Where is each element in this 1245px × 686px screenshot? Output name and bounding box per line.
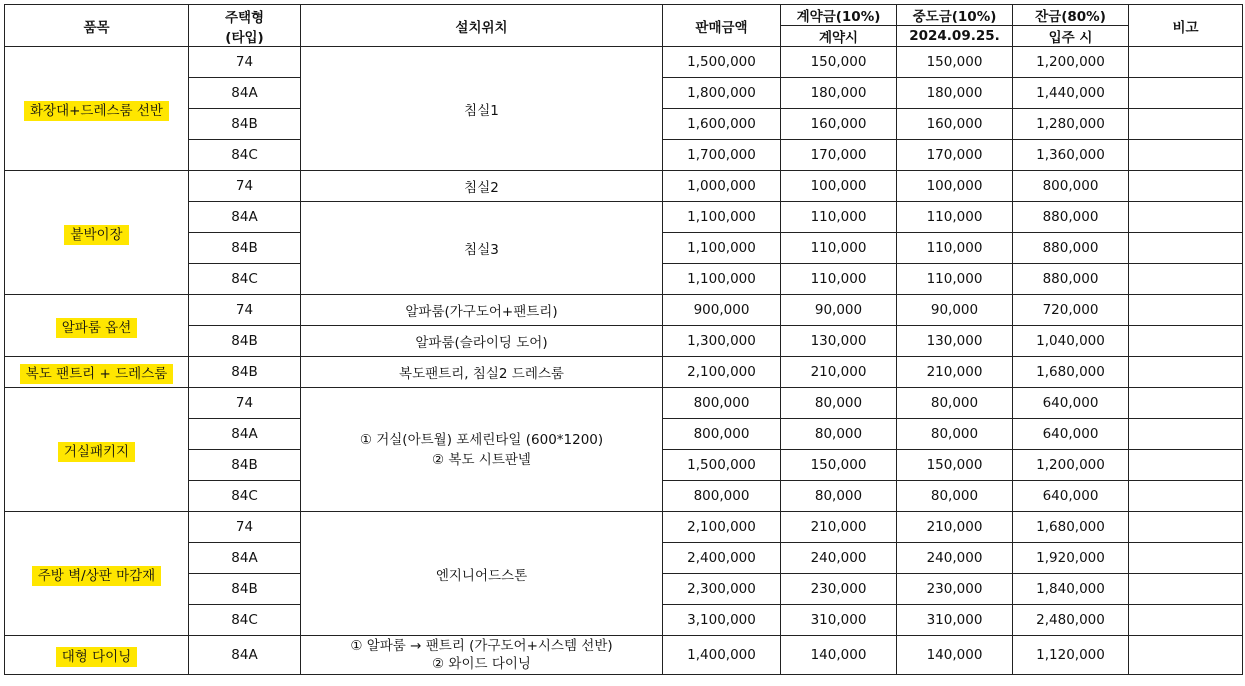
note-cell (1129, 295, 1243, 326)
item-name: 거실패키지 (58, 442, 135, 462)
location-cell: 침실3 (301, 202, 663, 295)
price-cell: 800,000 (663, 419, 781, 450)
table-row (5, 357, 1243, 388)
item-name-cell (5, 171, 189, 295)
balance-cell: 880,000 (1013, 202, 1129, 233)
balance-cell: 800,000 (1013, 171, 1129, 202)
location-cell (301, 388, 663, 512)
price-cell: 3,100,000 (663, 605, 781, 636)
location-line-1: ① 알파룸 → 팬트리 (가구도어+시스템 선반) (350, 638, 613, 654)
price-cell: 1,300,000 (663, 326, 781, 357)
balance-cell: 1,120,000 (1013, 636, 1129, 675)
note-cell (1129, 109, 1243, 140)
middle-cell: 140,000 (897, 636, 1013, 675)
middle-cell: 210,000 (897, 357, 1013, 388)
header-item: 품목 (5, 5, 189, 47)
price-cell: 800,000 (663, 481, 781, 512)
item-name: 대형 다이닝 (56, 647, 138, 667)
note-cell (1129, 481, 1243, 512)
price-cell: 1,800,000 (663, 78, 781, 109)
option-price-table (4, 4, 1243, 675)
deposit-cell: 230,000 (781, 574, 897, 605)
note-cell (1129, 78, 1243, 109)
item-name: 붙박이장 (64, 225, 128, 245)
price-cell: 2,100,000 (663, 512, 781, 543)
header-deposit: 계약금(10%) (781, 5, 897, 26)
price-cell: 1,100,000 (663, 264, 781, 295)
price-cell: 1,700,000 (663, 140, 781, 171)
balance-cell: 1,360,000 (1013, 140, 1129, 171)
type-cell: 84A (189, 543, 301, 574)
table-row (5, 636, 1243, 675)
location-cell (301, 636, 663, 675)
price-cell: 1,100,000 (663, 233, 781, 264)
deposit-cell: 310,000 (781, 605, 897, 636)
item-name-cell (5, 636, 189, 675)
deposit-cell: 90,000 (781, 295, 897, 326)
middle-cell: 180,000 (897, 78, 1013, 109)
location-line-2: ② 복도 시트판넬 (432, 451, 531, 468)
price-cell: 1,600,000 (663, 109, 781, 140)
header-type (189, 5, 301, 47)
location-cell: 알파룸(슬라이딩 도어) (301, 326, 663, 357)
middle-cell: 80,000 (897, 481, 1013, 512)
note-cell (1129, 605, 1243, 636)
table-row (5, 512, 1243, 543)
balance-cell: 2,480,000 (1013, 605, 1129, 636)
price-cell: 2,300,000 (663, 574, 781, 605)
middle-cell: 110,000 (897, 264, 1013, 295)
middle-cell: 130,000 (897, 326, 1013, 357)
location-line-1: ① 거실(아트월) 포세린타일 (600*1200) (359, 431, 604, 448)
note-cell (1129, 233, 1243, 264)
item-name: 화장대+드레스룸 선반 (24, 101, 169, 121)
deposit-cell: 80,000 (781, 388, 897, 419)
price-cell: 800,000 (663, 388, 781, 419)
type-cell: 84B (189, 109, 301, 140)
middle-cell: 100,000 (897, 171, 1013, 202)
note-cell (1129, 202, 1243, 233)
location-line-2: ② 와이드 다이닝 (432, 656, 531, 672)
item-name-cell (5, 47, 189, 171)
balance-cell: 640,000 (1013, 388, 1129, 419)
type-cell: 84B (189, 357, 301, 388)
balance-cell: 1,440,000 (1013, 78, 1129, 109)
deposit-cell: 100,000 (781, 171, 897, 202)
header-price: 판매금액 (663, 5, 781, 47)
type-cell: 84C (189, 264, 301, 295)
table-row (5, 171, 1243, 202)
note-cell (1129, 47, 1243, 78)
balance-cell: 1,680,000 (1013, 512, 1129, 543)
balance-cell: 1,040,000 (1013, 326, 1129, 357)
item-name-cell (5, 357, 189, 388)
note-cell (1129, 388, 1243, 419)
deposit-cell: 140,000 (781, 636, 897, 675)
deposit-cell: 170,000 (781, 140, 897, 171)
middle-cell: 110,000 (897, 202, 1013, 233)
header-location: 설치위치 (301, 5, 663, 47)
balance-cell: 1,920,000 (1013, 543, 1129, 574)
item-name: 알파룸 옵션 (56, 318, 138, 338)
type-cell: 84C (189, 481, 301, 512)
type-cell: 84B (189, 326, 301, 357)
deposit-cell: 150,000 (781, 450, 897, 481)
price-cell: 2,400,000 (663, 543, 781, 574)
note-cell (1129, 419, 1243, 450)
deposit-cell: 210,000 (781, 357, 897, 388)
deposit-cell: 150,000 (781, 47, 897, 78)
middle-cell: 150,000 (897, 450, 1013, 481)
table-row (5, 326, 1243, 357)
note-cell (1129, 171, 1243, 202)
middle-cell: 90,000 (897, 295, 1013, 326)
deposit-cell: 80,000 (781, 481, 897, 512)
balance-cell: 720,000 (1013, 295, 1129, 326)
middle-cell: 110,000 (897, 233, 1013, 264)
item-name-cell (5, 388, 189, 512)
table-row (5, 202, 1243, 233)
location-cell: 알파룸(가구도어+팬트리) (301, 295, 663, 326)
deposit-cell: 160,000 (781, 109, 897, 140)
balance-cell: 1,200,000 (1013, 450, 1129, 481)
price-cell: 1,500,000 (663, 450, 781, 481)
balance-cell: 1,280,000 (1013, 109, 1129, 140)
table-row (5, 295, 1243, 326)
type-cell: 84A (189, 636, 301, 675)
note-cell (1129, 574, 1243, 605)
deposit-cell: 110,000 (781, 233, 897, 264)
header-middle-sub: 2024.09.25. (897, 26, 1013, 47)
note-cell (1129, 357, 1243, 388)
type-cell: 84B (189, 450, 301, 481)
item-name: 주방 벽/상판 마감재 (32, 566, 161, 586)
table-row (5, 47, 1243, 78)
middle-cell: 170,000 (897, 140, 1013, 171)
price-cell: 1,100,000 (663, 202, 781, 233)
location-cell: 침실2 (301, 171, 663, 202)
middle-cell: 80,000 (897, 419, 1013, 450)
middle-cell: 240,000 (897, 543, 1013, 574)
middle-cell: 80,000 (897, 388, 1013, 419)
type-cell: 84C (189, 605, 301, 636)
header-middle: 중도금(10%) (897, 5, 1013, 26)
note-cell (1129, 543, 1243, 574)
header-type-line1: 주택형 (224, 9, 265, 26)
type-cell: 84A (189, 202, 301, 233)
type-cell: 84A (189, 419, 301, 450)
price-cell: 1,000,000 (663, 171, 781, 202)
balance-cell: 1,200,000 (1013, 47, 1129, 78)
table-row (5, 388, 1243, 419)
price-cell: 1,400,000 (663, 636, 781, 675)
note-cell (1129, 264, 1243, 295)
price-cell: 2,100,000 (663, 357, 781, 388)
deposit-cell: 110,000 (781, 202, 897, 233)
item-name: 복도 팬트리 + 드레스룸 (20, 364, 174, 384)
item-name-cell (5, 295, 189, 357)
type-cell: 84B (189, 233, 301, 264)
balance-cell: 880,000 (1013, 264, 1129, 295)
type-cell: 84C (189, 140, 301, 171)
note-cell (1129, 512, 1243, 543)
type-cell: 84B (189, 574, 301, 605)
middle-cell: 160,000 (897, 109, 1013, 140)
middle-cell: 310,000 (897, 605, 1013, 636)
balance-cell: 880,000 (1013, 233, 1129, 264)
header-note: 비고 (1129, 5, 1243, 47)
header-row-1 (5, 5, 1243, 26)
type-cell: 74 (189, 295, 301, 326)
balance-cell: 640,000 (1013, 481, 1129, 512)
type-cell: 84A (189, 78, 301, 109)
balance-cell: 1,680,000 (1013, 357, 1129, 388)
deposit-cell: 80,000 (781, 419, 897, 450)
price-cell: 900,000 (663, 295, 781, 326)
middle-cell: 150,000 (897, 47, 1013, 78)
item-name-cell (5, 512, 189, 636)
price-cell: 1,500,000 (663, 47, 781, 78)
balance-cell: 1,840,000 (1013, 574, 1129, 605)
deposit-cell: 180,000 (781, 78, 897, 109)
note-cell (1129, 450, 1243, 481)
location-cell: 침실1 (301, 47, 663, 171)
note-cell (1129, 326, 1243, 357)
location-cell: 엔지니어드스톤 (301, 512, 663, 636)
type-cell: 74 (189, 171, 301, 202)
note-cell (1129, 636, 1243, 675)
deposit-cell: 240,000 (781, 543, 897, 574)
location-cell: 복도팬트리, 침실2 드레스룸 (301, 357, 663, 388)
type-cell: 74 (189, 388, 301, 419)
header-deposit-sub: 계약시 (781, 26, 897, 47)
middle-cell: 210,000 (897, 512, 1013, 543)
type-cell: 74 (189, 512, 301, 543)
note-cell (1129, 140, 1243, 171)
type-cell: 74 (189, 47, 301, 78)
header-balance-sub: 입주 시 (1013, 26, 1129, 47)
middle-cell: 230,000 (897, 574, 1013, 605)
deposit-cell: 110,000 (781, 264, 897, 295)
deposit-cell: 130,000 (781, 326, 897, 357)
balance-cell: 640,000 (1013, 419, 1129, 450)
deposit-cell: 210,000 (781, 512, 897, 543)
header-type-line2: (타입) (225, 29, 264, 46)
header-balance: 잔금(80%) (1013, 5, 1129, 26)
